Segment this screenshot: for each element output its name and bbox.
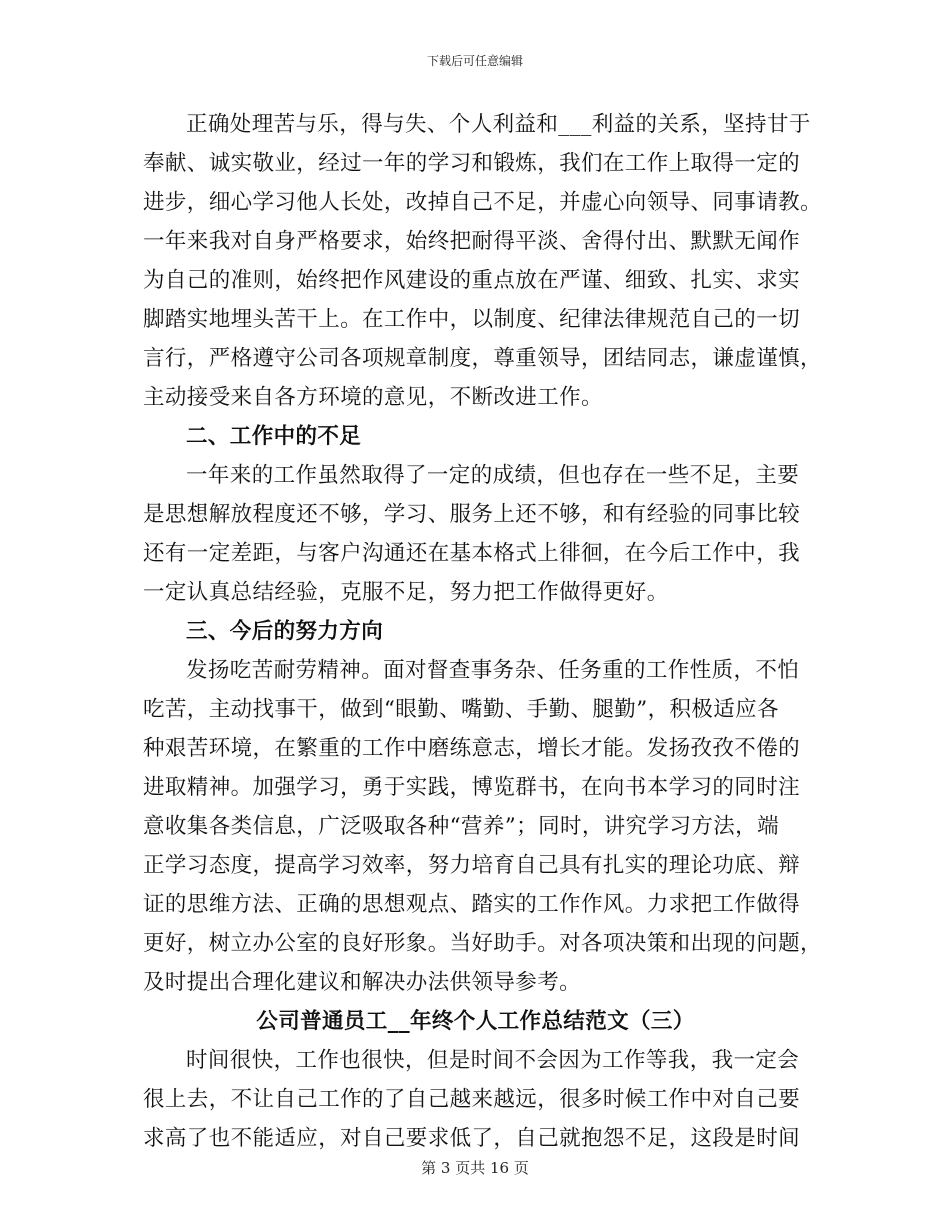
paragraph-line: 很上去，不让自己工作的了自己越来越远，很多时候工作中对自己要 — [143, 1087, 801, 1112]
section-heading: 二、工作中的不足 — [186, 424, 362, 449]
paragraph-line: 发扬吃苦耐劳精神。面对督查事务杂、任务重的工作性质，不怕 — [186, 658, 800, 683]
paragraph-line: 时间很快，工作也很快，但是时间不会因为工作等我，我一定会 — [186, 1048, 800, 1073]
paragraph-line: 进步，细心学习他人长处，改掉自己不足，并虚心向领导、同事请教。 — [143, 190, 822, 215]
paragraph-line: 种艰苦环境，在繁重的工作中磨练意志，增长才能。发扬孜孜不倦的 — [143, 736, 801, 761]
paragraph-line: 还有一定差距，与客户沟通还在基本格式上徘徊，在今后工作中，我 — [143, 541, 801, 566]
paragraph-line: 更好，树立办公室的良好形象。当好助手。对各项决策和出现的问题， — [143, 931, 822, 956]
page-footer: 第 3 页共 16 页 — [421, 1159, 529, 1177]
section-heading: 三、今后的努力方向 — [186, 619, 384, 644]
paragraph-line: 是思想解放程度还不够，学习、服务上还不够，和有经验的同事比较 — [143, 502, 801, 527]
paragraph-line: 一年来的工作虽然取得了一定的成绩，但也存在一些不足，主要 — [186, 463, 800, 488]
page-header: 下载后可任意编辑 — [426, 54, 523, 68]
paragraph-line: 一年来我对自身严格要求，始终把耐得平淡、舍得付出、默默无闻作 — [143, 229, 801, 254]
document-body — [143, 105, 822, 1158]
paragraph-line: 求高了也不能适应，对自己要求低了，自己就抱怨不足，这段是时间 — [143, 1126, 801, 1151]
paragraph-line: 一定认真总结经验，克服不足，努力把工作做得更好。 — [143, 580, 669, 605]
paragraph-line: 及时提出合理化建议和解决办法供领导参考。 — [143, 970, 582, 995]
paragraph-line: 奉献、诚实敬业，经过一年的学习和锻炼，我们在工作上取得一定的 — [143, 151, 801, 176]
paragraph-line: 正确处理苦与乐，得与失、个人利益和___利益的关系，坚持甘于 — [186, 112, 811, 137]
paragraph-line: 吃苦，主动找事干，做到“眼勤、嘴勤、手勤、腿勤”，积极适应各 — [143, 697, 779, 722]
paragraph-line: 主动接受来自各方环境的意见，不断改进工作。 — [143, 385, 603, 410]
paragraph-line: 意收集各类信息，广泛吸取各种“营养”；同时，讲究学习方法，端 — [143, 814, 779, 839]
paragraph-line: 正学习态度，提高学习效率，努力培育自己具有扎实的理论功底、辩 — [143, 853, 801, 878]
paragraph-line: 进取精神。加强学习，勇于实践，博览群书，在向书本学习的同时注 — [143, 775, 801, 800]
paragraph-line: 言行，严格遵守公司各项规章制度，尊重领导，团结同志，谦虚谨慎， — [143, 346, 822, 371]
document-section-title: 公司普通员工__年终个人工作总结范文（三） — [256, 1009, 695, 1034]
paragraph-line: 证的思维方法、正确的思想观点、踏实的工作作风。力求把工作做得 — [143, 892, 801, 917]
paragraph-line: 脚踏实地埋头苦干上。在工作中，以制度、纪律法律规范自己的一切 — [143, 307, 801, 332]
paragraph-line: 为自己的准则，始终把作风建设的重点放在严谨、细致、扎实、求实 — [143, 268, 801, 293]
